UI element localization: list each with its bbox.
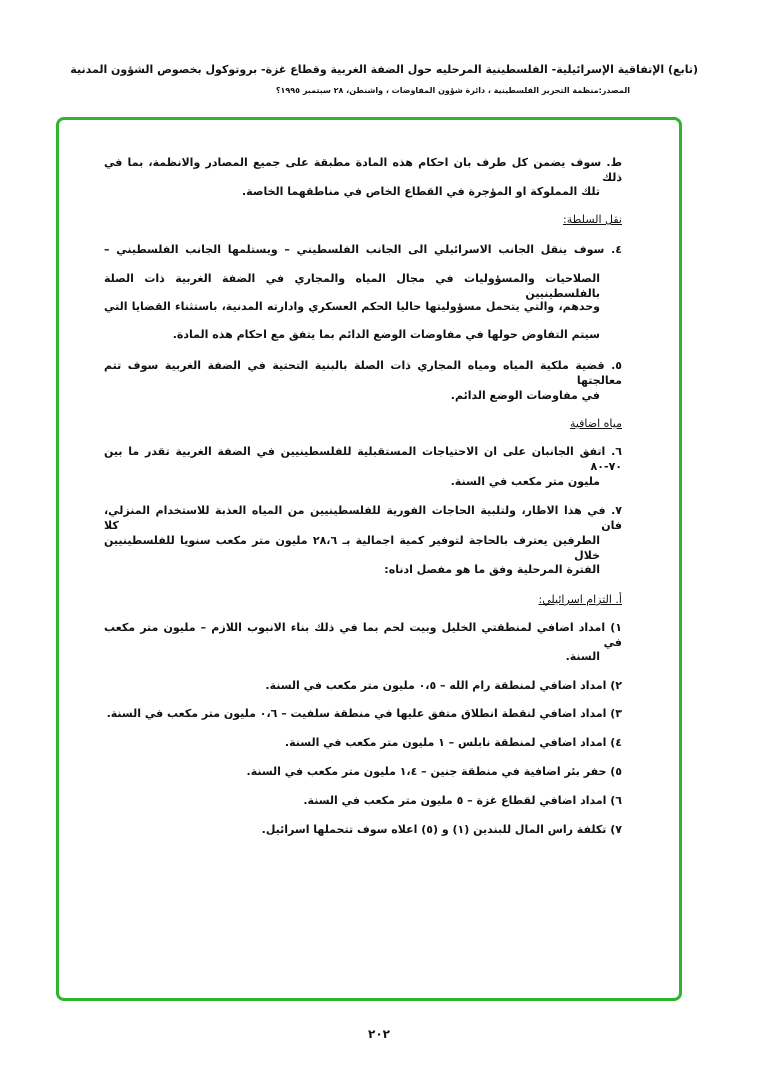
paragraph-line: الصلاحيات والمسؤوليات في مجال المياه والمجاري في الضفة الغربية ذات الصلة بالفلسطينيين	[104, 272, 600, 300]
document-source: المصدر:منظمة التحرير الفلسطينية ، دائرة شؤون المفاوضات ، واشنطن، ٢٨ سبتمبر ١٩٩٥؟	[275, 86, 630, 95]
list-item: ٦) امداد اضافي لقطاع غزة – ٥ مليون متر مكعب في السنة.	[303, 794, 622, 807]
list-item-continuation: السنة.	[565, 650, 600, 663]
paragraph-line: مليون متر مكعب في السنة.	[450, 475, 600, 488]
paragraph-line: سيتم التفاوض حولها في مفاوضات الوضع الدائم بما يتفق مع احكام هذه المادة.	[172, 328, 600, 341]
paragraph-line: تلك المملوكة او المؤجرة في القطاع الخاص في مناطقهما الخاصة.	[242, 185, 600, 198]
paragraph-line: الطرفين يعترف بالحاجة لتوفير كمية اجمالية بـ ٢٨،٦ مليون متر مكعب سنويا للفلسطينيين خلال	[104, 534, 600, 562]
section-heading: أ. التزام اسرائيلي:	[538, 593, 622, 606]
list-item: ٢) امداد اضافي لمنطقة رام الله – ٠،٥ مليون متر مكعب في السنة.	[265, 679, 622, 692]
paragraph-line: في مفاوضات الوضع الدائم.	[450, 389, 600, 402]
list-item: ١) امداد اضافي لمنطقتي الخليل وبيت لحم بما في ذلك بناء الانبوب اللازم – مليون متر مكعب في	[104, 621, 622, 649]
paragraph-line: ٤. سوف ينقل الجانب الاسرائيلي الى الجانب الفلسطيني – ويستلمها الجانب الفلسطيني –	[104, 243, 622, 256]
paragraph-line: الفترة المرحلية وفق ما هو مفصل ادناه:	[384, 563, 600, 576]
paragraph-line: ط. سوف يضمن كل طرف بان احكام هذه المادة مطبقة على جميع المصادر والانظمة، بما في ذلك	[104, 156, 622, 184]
paragraph-line: ٥. قضية ملكية المياه ومياه المجاري ذات الصلة بالبنية التحتية في الضفة الغربية سوف تتم معالجتها	[104, 359, 622, 387]
paragraph-line: وحدهم، والتي يتحمل مسؤوليتها حاليا الحكم العسكري وادارته المدنية، باستثناء القضايا التي	[104, 300, 600, 313]
section-heading: مياه اضافية	[569, 417, 622, 430]
list-item: ٤) امداد اضافي لمنطقة نابلس – ١ مليون متر مكعب في السنة.	[284, 736, 622, 749]
list-item: ٥) حفر بئر اضافية في منطقة جنين – ١،٤ مليون متر مكعب في السنة.	[246, 765, 622, 778]
paragraph-line: ٧. في هذا الاطار، ولتلبية الحاجات الفورية للفلسطينيين من المياه العذبة للاستخدام المنزلي، فان كلا	[104, 504, 622, 532]
list-item: ٧) تكلفة راس المال للبندين (١) و (٥) اعلاه سوف تتحملها اسرائيل.	[261, 823, 622, 836]
section-heading: نقل السلطة:	[563, 213, 622, 226]
page-number: ٢٠٢	[368, 1027, 390, 1041]
document-title: (تابع) الإتفاقية الإسرائيلية- الفلسطينية المرحليه حول الضفة الغربية وقطاع غزة- بروتوكول بخصوص الشؤون المدنية	[70, 63, 698, 76]
paragraph-line: ٦. اتفق الجانبان على ان الاحتياجات المستقبلية للفلسطينيين في الضفة الغربية تقدر ما بين ٧٠-٨٠	[104, 445, 622, 473]
list-item: ٣) امداد اضافي لنقطة انطلاق متفق عليها في منطقة سلفيت – ٠،٦ مليون متر مكعب في السنة.	[106, 707, 622, 720]
